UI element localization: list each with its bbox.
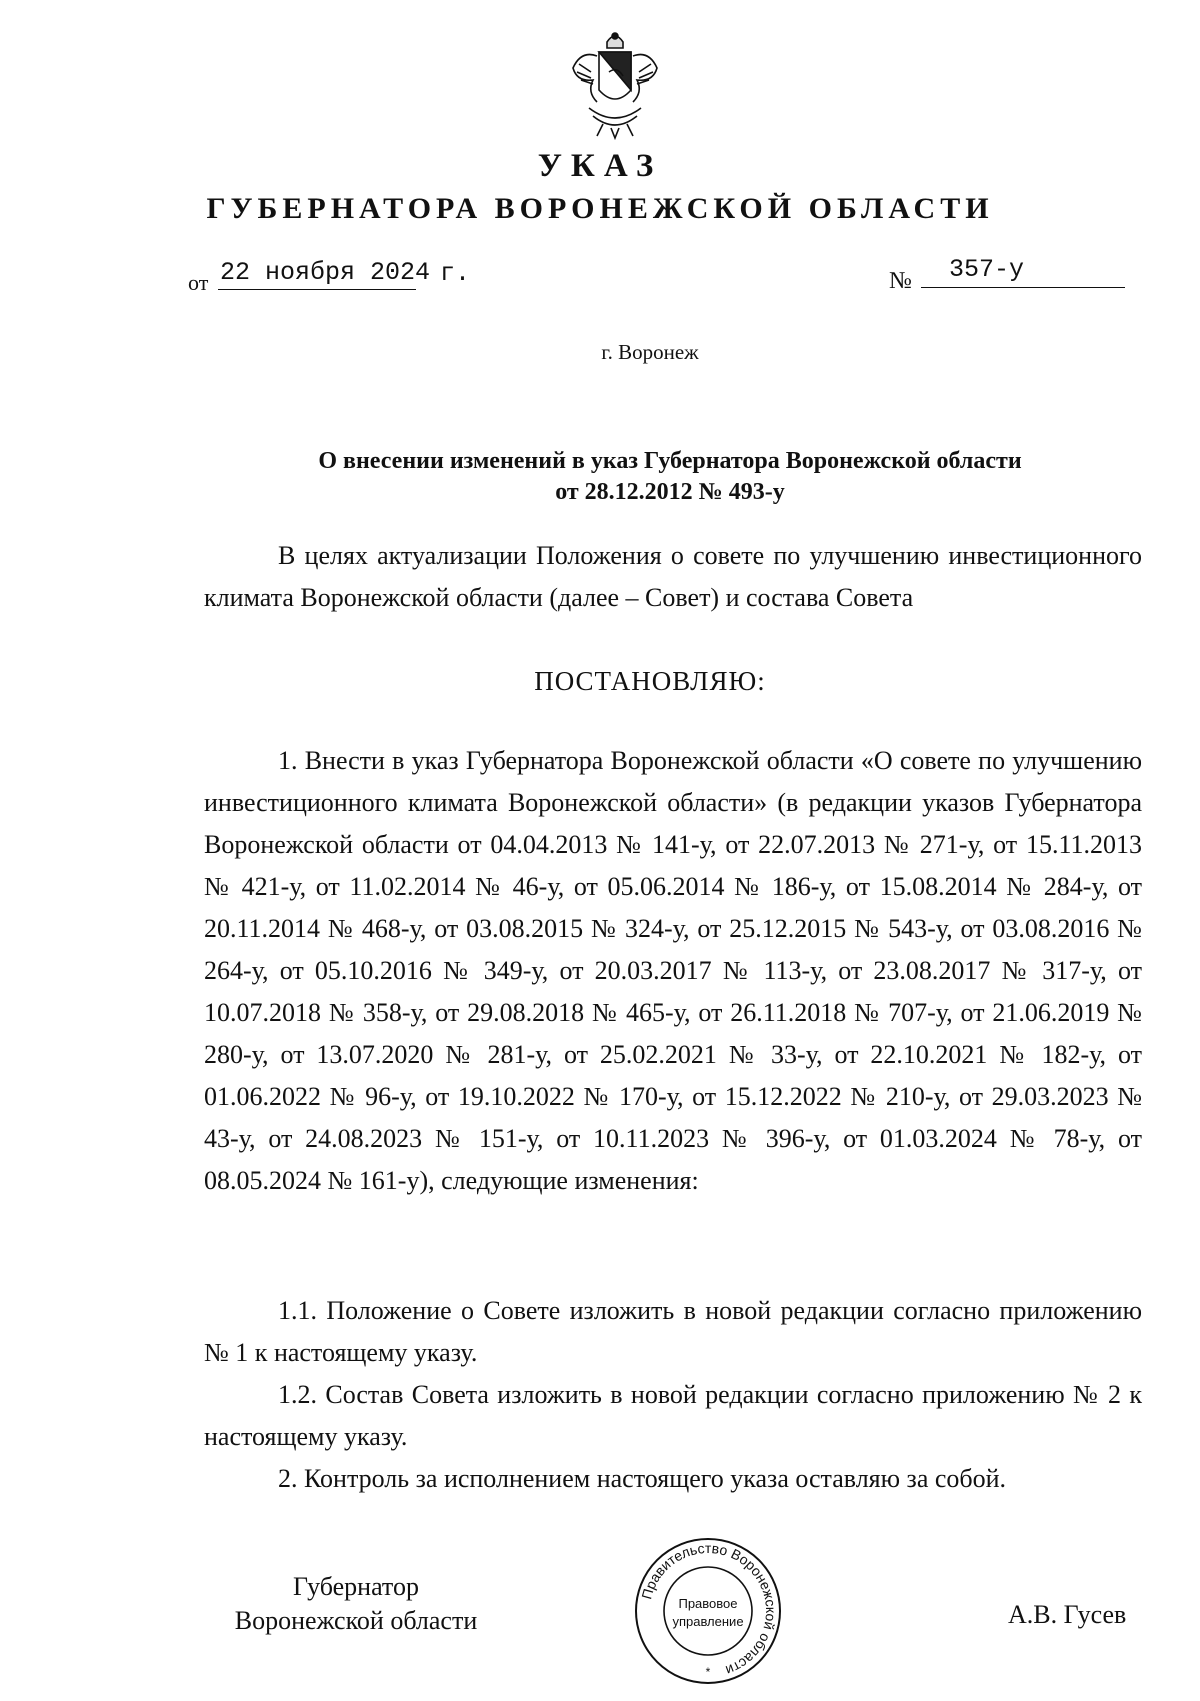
signatory-title <box>206 1570 506 1638</box>
document-subtitle: ГУБЕРНАТОРА ВОРОНЕЖСКОЙ ОБЛАСТИ <box>206 192 994 225</box>
number-underline <box>921 287 1125 288</box>
date-underline <box>218 289 416 290</box>
stamp-icon <box>633 1536 783 1686</box>
document-heading <box>200 446 1140 508</box>
date-suffix: г. <box>440 259 471 288</box>
resolve-word: ПОСТАНОВЛЯЮ: <box>534 666 766 696</box>
date-prefix: от <box>188 270 209 295</box>
paragraph-1: 1. Внести в указ Губернатора Воронежской области «О совете по улучшению инвестиционного климата Воронежской области» (в редакции указов Губернатора Воронежской области от 04.04.2013 № 141-у, от 22.07.2013 № 271-у, от 15.11.2013 № 421-у, от 11.02.2014 № 46-у, от 05.06.2014 № 186-у, от 15.08.2014 № 284-у, от 20.11.2014 № 468-у, от 03.08.2015 № 324-у, от 25.12.2015 № 543-у, от 03.08.2016 № 264-у, от 05.10.2016 № 349-у, от 20.03.2017 № 113-у, от 23.08.2017 № 317-у, от 10.07.2018 № 358-у, от 29.08.2018 № 465-у, от 26.11.2018 № 707-у, от 21.06.2019 № 280-у, от 13.07.2020 № 281-у, от 25.02.2021 № 33-у, от 22.10.2021 № 182-у, от 01.06.2022 № 96-у, от 19.10.2022 № 170-у, от 15.12.2022 № 210-у, от 29.03.2023 № 43-у, от 24.08.2023 № 151-у, от 10.11.2023 № 396-у, от 01.03.2024 № 78-у, от 08.05.2024 № 161-у), следующие изменения: <box>204 746 1142 1195</box>
number-value: 357-у <box>949 255 1025 284</box>
document-title: УКАЗ <box>537 148 663 184</box>
signatory-title-line-2: Воронежской области <box>234 1606 478 1635</box>
date-value: 22 ноября 2024 <box>220 258 431 287</box>
paragraph-1-2: 1.2. Состав Совета изложить в новой редакции согласно приложению № 2 к настоящему указу. <box>204 1380 1142 1451</box>
paragraph-2: 2. Контроль за исполнением настоящего указа оставляю за собой. <box>278 1464 1007 1493</box>
stamp-inner-line-2: управление <box>672 1614 744 1629</box>
stamp-star: * <box>705 1665 711 1679</box>
paragraph-1-1: 1.1. Положение о Совете изложить в новой редакции согласно приложению № 1 к настоящему указу. <box>204 1296 1142 1367</box>
signatory-title-line-1: Губернатор <box>293 1572 419 1601</box>
coat-of-arms-icon <box>567 28 663 140</box>
heading-line-1: О внесении изменений в указ Губернатора Воронежской области <box>318 448 1022 474</box>
intro-paragraph: В целях актуализации Положения о совете по улучшению инвестиционного климата Воронежской области (далее – Совет) и состава Совета <box>204 541 1142 612</box>
heading-line-2: от 28.12.2012 № 493-у <box>555 479 785 505</box>
number-label: № <box>889 268 912 294</box>
stamp-inner-line-1: Правовое <box>678 1596 738 1611</box>
city: г. Воронеж <box>601 340 699 364</box>
signatory-name: А.В. Гусев <box>1008 1600 1127 1629</box>
stamp-outer-text: Правительство Воронежской области <box>638 1539 780 1679</box>
